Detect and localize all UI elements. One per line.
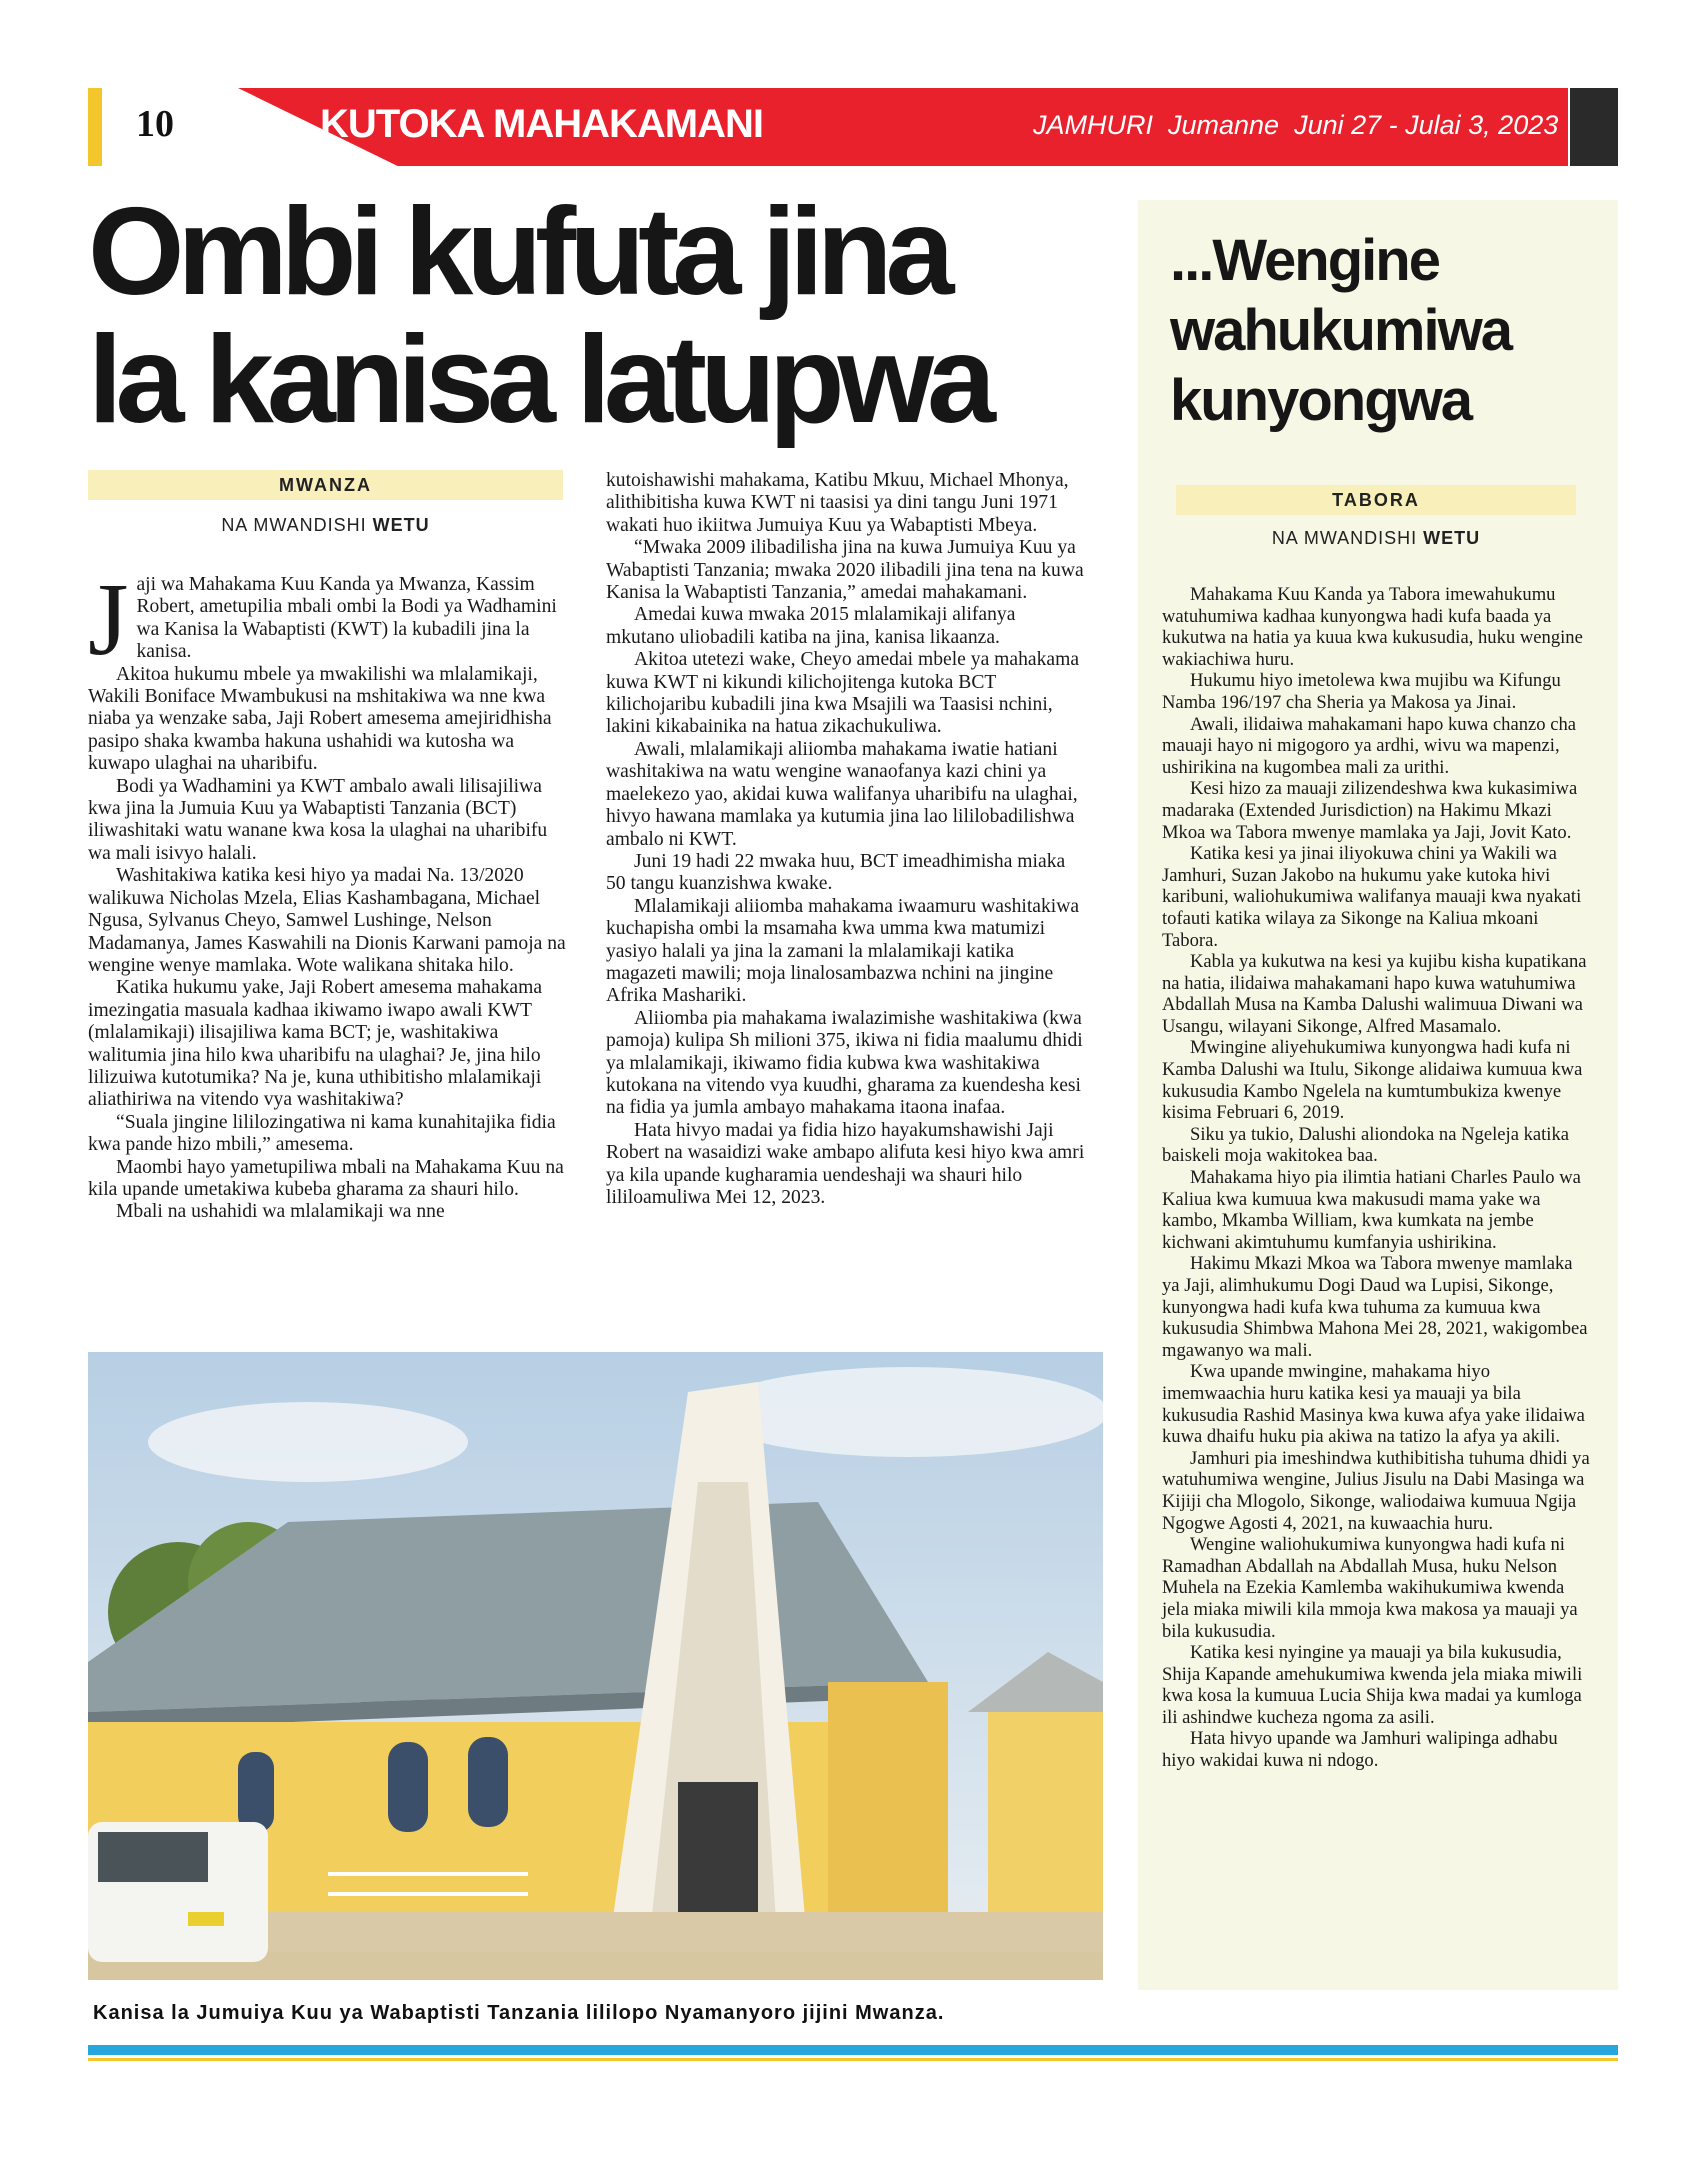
paragraph: kutoishawishi mahakama, Katibu Mkuu, Michael Mhonya, alithibitisha kuwa KWT ni taasisi ya dini tangu Juni 1971 wakati huo ikiitwa Jumuiya Kuu ya Wabaptisti Mbeya. [606, 470, 1069, 536]
paragraph: Mlalamikaji aliiomba mahakama iwaamuru washitakiwa kuchapisha ombi la msamaha kwa umma kwa matumizi yasiyo halali ya jina la zamani la mlalamikaji katika magazeti mawili; moja linalosambazwa nchini na jingine Afrika Mashariki. [606, 895, 1080, 1007]
paragraph: Hata hivyo madai ya fidia hizo hayakumshawishi Jaji Robert na wasaidizi wake ambapo alifuta kesi hiyo kwa amri ya kila upande kugharamia uendeshaji wa shauri hilo lililoamuliwa Mei 12, 2023. [606, 1119, 1085, 1208]
header-yellow-bar [88, 88, 102, 166]
photo-caption: Kanisa la Jumuiya Kuu ya Wabaptisti Tanzania lililopo Nyamanyoro jijini Mwanza. [93, 2002, 945, 2024]
paragraph: Mwingine aliyehukumiwa kunyongwa hadi kufa ni Kamba Dalushi wa Itulu, Sikonge alidaiwa kumuua kwa kukusudia Kambo Ngelela na kumtumbukiza kwenye kisima Februari 6, 2019. [1162, 1037, 1583, 1124]
byline-name: WETU [1423, 528, 1481, 548]
paragraph: Washitakiwa katika kesi hiyo ya madai Na. 13/2020 walikuwa Nicholas Mzela, Elias Kashambagana, Michael Ngusa, Sylvanus Cheyo, Samwel Lushinge, Nelson Madamanya, James Kaswahili na Dionis Karwani pamoja na wengine wenye mamlaka. Wote walikana shitaka hilo. [88, 865, 566, 976]
header-dark-block [1570, 88, 1618, 166]
paragraph: Akitoa hukumu mbele ya mwakilishi wa mlalamikaji, Wakili Boniface Mwambukusi na mshitakiwa wa nne kwa niaba ya wenzake saba, Jaji Robert amesema amejiridhisha pasipo shaka kwamba hakuna ushahidi wa kutosha wa kuwapo ulaghai na uharibifu. [88, 663, 552, 775]
church-illustration-icon [88, 1352, 1103, 1980]
paragraph: Amedai kuwa mwaka 2015 mlalamikaji alifanya mkutano uliobadili katiba na jina, kanisa likaanza. [606, 604, 1016, 648]
paragraph: Jamhuri pia imeshindwa kuthibitisha tuhuma dhidi ya watuhumiwa wengine, Julius Jisulu na Dabi Masinga wa Kijiji cha Mlogolo, Sikonge, waliodaiwa kumuua Ngija Ngogwe Agosti 4, 2021, na kuwaachia huru. [1162, 1447, 1590, 1534]
section-title: KUTOKA MAHAKAMANI [320, 102, 763, 146]
article-column-1 [88, 562, 566, 1224]
paragraph: Awali, ilidaiwa mahakamani hapo kuwa chanzo cha mauaji hayo ni migogoro ya ardhi, wivu wa mapenzi, ushirikina na kugombea mali za urithi. [1162, 713, 1577, 778]
paragraph: Mahakama hiyo pia ilimtia hatiani Charles Paulo wa Kaliua kwa kumuua kwa makusudi mama yake wa kambo, Mkamba William, kwa kumkata na jembe kichwani akimtuhumu kumfanyia ushirikina. [1162, 1167, 1581, 1253]
sidebar-headline-line-1: ...Wengine [1170, 228, 1439, 293]
main-headline [88, 183, 1088, 449]
paragraph: Juni 19 hadi 22 mwaka huu, BCT imeadhimisha miaka 50 tangu kuanzishwa kwake. [606, 850, 1066, 895]
paragraph: Bodi ya Wadhamini ya KWT ambalo awali lilisajiliwa kwa jina la Jumuia Kuu ya Wabaptisti Tanzania (BCT) iliwashitaki watu wanane kwa kosa la ulaghai na uharibifu wa mali isivyo halali. [88, 775, 548, 864]
paragraph: Mahakama Kuu Kanda ya Tabora imewahukumu watuhumiwa kadhaa kunyongwa hadi kufa baada ya kukutwa na hatia ya kuua kwa kukusudia, huku wengine wakiachiwa huru. [1162, 584, 1583, 670]
paragraph: Kabla ya kukutwa na kesi ya kujibu kisha kupatikana na hatia, ilidaiwa mahakamani hapo kuwa watuhumiwa Abdallah Musa na Kamba Dalushi walimuua Diwani wa Usangu, wilayani Sikonge, Alfred Masamalo. [1162, 951, 1587, 1037]
bottom-rule-yellow [88, 2058, 1618, 2061]
main-dateline: MWANZA [88, 470, 563, 500]
paragraph: “Mwaka 2009 ilibadilisha jina na kuwa Jumuiya Kuu ya Wabaptisti Tanzania; mwaka 2020 ilibadili jina tena na kuwa Kanisa la Wabaptisti Tanzania,” amedai mahakamani. [606, 537, 1084, 604]
paragraph: Kwa upande mwingine, mahakama hiyo imemwaachia huru katika kesi ya mauaji ya bila kukusudia Rashid Masinya kwa kuwa afya yake ilidaiwa kuwa dhaifu huku pia akiwa na tatizo la afya ya akili. [1162, 1361, 1585, 1448]
sidebar-headline-line-3: kunyongwa [1170, 368, 1472, 433]
drop-cap: J [88, 562, 129, 677]
paragraph: Aliiomba pia mahakama iwalazimishe washitakiwa (kwa pamoja) kulipa Sh milioni 375, ikiwa ni fidia maalumu dhidi ya mlalamikaji, ikiwamo fidia kubwa kwa washitakiwa kutokana na vitendo vya kuudhi, gharama za kuendesha kesi na fidia ya jumla ambayo mahakama itaona inafaa. [606, 1007, 1083, 1119]
headline-line-1: Ombi kufuta jina [88, 183, 948, 321]
paragraph: “Suala jingine lililozingatiwa ni kama kunahitajika fidia kwa pande hizo mbili,” amesema. [88, 1111, 556, 1156]
paragraph: Hakimu Mkazi Mkoa wa Tabora mwenye mamlaka ya Jaji, alimhukumu Dogi Daud wa Lupisi, Sikonge, kunyongwa hadi kufa kwa tuhuma za kumuua kwa kukusudia Shimbwa Mahona Mei 28, 2021, wakigombea mgawanyo wa mali. [1162, 1253, 1588, 1361]
sidebar-byline [1176, 528, 1576, 549]
bottom-rule [88, 2045, 1618, 2055]
page-number: 10 [136, 103, 174, 145]
paragraph: Akitoa utetezi wake, Cheyo amedai mbele ya mahakama kuwa KWT ni kikundi kilichojitenga kutoka BCT kilichojaribu kubadili jina kwa Msajili wa Taasisi nchini, lakini kikabainika na hatua zikachukuliwa. [606, 649, 1080, 738]
paragraph: Kesi hizo za mauaji zilizendeshwa kwa kukasimiwa madaraka (Extended Jurisdiction) na Hakimu Mkazi Mkoa wa Tabora mwenye mamlaka ya Jaji, Jovit Kato. [1162, 778, 1578, 843]
paragraph: Maombi hayo yametupiliwa mbali na Mahakama Kuu na kila upande umetakiwa kubeba gharama za shauri hilo. [88, 1156, 564, 1200]
headline-line-2: la kanisa latupwa [88, 311, 989, 449]
church-photo [88, 1352, 1103, 1980]
paragraph: Siku ya tukio, Dalushi aliondoka na Ngeleja katika baiskeli moja wakitokea baa. [1162, 1123, 1570, 1167]
paragraph: Katika kesi nyingine ya mauaji ya bila kukusudia, Shija Kapande amehukumiwa kwenda jela miaka miwili kwa kosa la kumuua Lucia Shija kwa madai ya kumloga ili ashindwe kucheza ngoma za asili. [1162, 1642, 1583, 1728]
main-byline [88, 515, 563, 536]
page-header [88, 88, 1618, 166]
paragraph: Awali, mlalamikaji aliiomba mahakama iwatie hatiani washitakiwa na watu wengine wanaofanya kazi chini ya maelekezo yao, akidai kuwa walifanya uharibifu na ulaghai, hivyo hawana mamlaka ya kutumia jina lao lililobadilishwa ambalo ni KWT. [606, 738, 1078, 850]
sidebar-headline [1170, 226, 1610, 436]
sidebar-column [1162, 584, 1594, 1772]
byline-name: WETU [372, 515, 430, 535]
byline-prefix: NA MWANDISHI [221, 515, 367, 535]
paragraph: Hata hivyo upande wa Jamhuri walipinga adhabu hiyo wakidai kuwa ni ndogo. [1162, 1728, 1558, 1772]
issue-date: JAMHURI Jumanne Juni 27 - Julai 3, 2023 [1033, 110, 1559, 140]
paragraph: Wengine waliohukumiwa kunyongwa hadi kufa ni Ramadhan Abdallah na Abdallah Musa, huku Nelson Muhela na Ezekia Kamlemba wakihukumiwa kwenda jela miaka miwili kila mmoja kwa makosa ya mauaji ya bila kukusudia. [1162, 1534, 1578, 1642]
byline-prefix: NA MWANDISHI [1271, 528, 1418, 548]
sidebar-headline-line-2: wahukumiwa [1170, 298, 1511, 363]
paragraph: Hukumu hiyo imetolewa kwa mujibu wa Kifungu Namba 196/197 cha Sheria ya Makosa ya Jinai. [1162, 670, 1561, 713]
paragraph-1: Jaji wa Mahakama Kuu Kanda ya Mwanza, Kassim Robert, ametupilia mbali ombi la Bodi ya Wadhamini wa Kanisa la Wabaptisti (KWT) la kubadili jina la kanisa. [88, 562, 557, 677]
paragraph: Katika kesi ya jinai iliyokuwa chini ya Wakili wa Jamhuri, Suzan Jakobo na hukumu yake kutoka hivi karibuni, waliohukumiwa walifanya mauaji kwa nyakati tofauti katika wilaya za Sikonge na Kaliua mkoani Tabora. [1162, 843, 1582, 951]
paragraph: Katika hukumu yake, Jaji Robert amesema mahakama imezingatia masuala kadhaa ikiwamo iwapo awali KWT (mlalamikaji) ilisajiliwa kama BCT; je, washitakiwa walitumia jina hilo kwa uharibifu na ulaghai? Je, jina hilo lilizuiwa kutotumika? Na je, kuna uthibitisho mlalamikaji aliathiriwa na vitendo vya washitakiwa? [88, 977, 543, 1111]
article-column-2 [606, 470, 1088, 1209]
sidebar-dateline: TABORA [1176, 485, 1576, 515]
paragraph: Mbali na ushahidi wa mlalamikaji wa nne [116, 1201, 445, 1223]
